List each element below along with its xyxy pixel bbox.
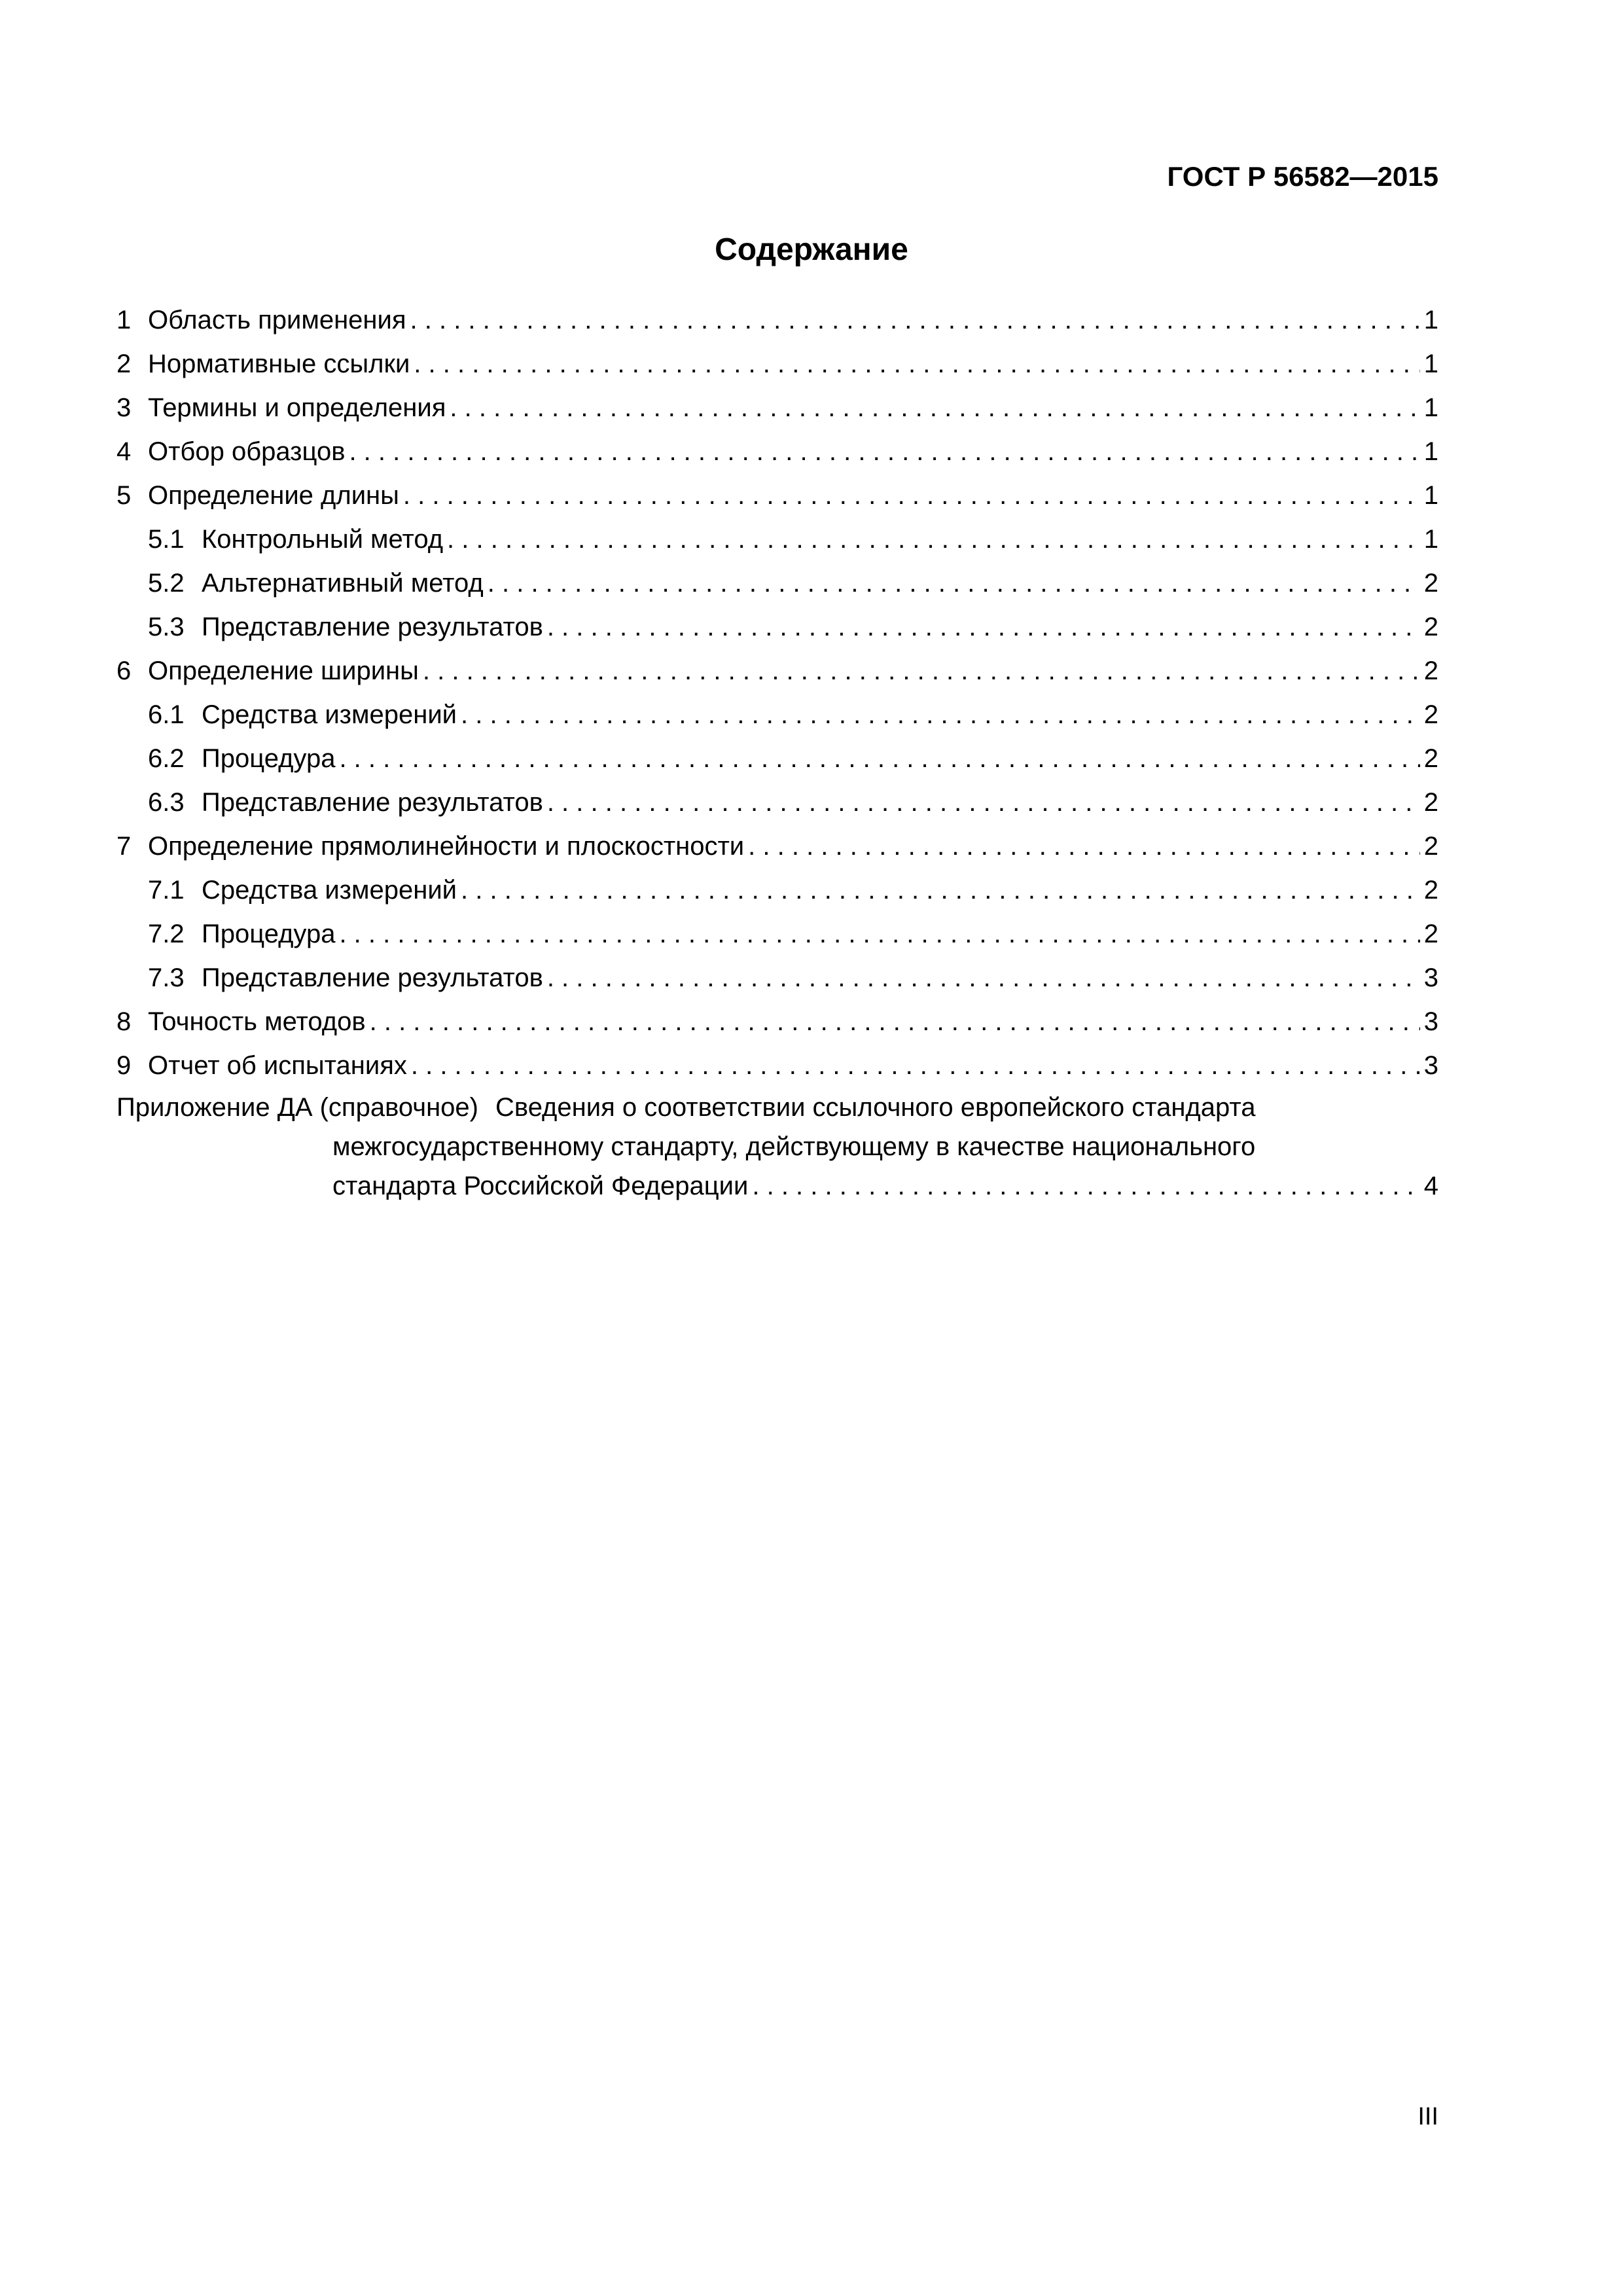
dot-leader — [547, 605, 1420, 649]
dot-leader — [461, 869, 1420, 912]
toc-label: Область применения — [148, 306, 406, 334]
toc-entry-1[interactable] — [116, 298, 1438, 342]
toc-page: 3 — [1423, 963, 1438, 992]
toc-page: 2 — [1423, 613, 1438, 641]
toc-number: 4 — [116, 437, 132, 466]
dot-leader — [447, 518, 1420, 562]
toc-entry-9[interactable] — [116, 1044, 1438, 1088]
toc-page: 3 — [1423, 1051, 1438, 1080]
toc-page: 1 — [1423, 393, 1438, 422]
toc-page: 2 — [1423, 744, 1438, 773]
toc-page: 1 — [1423, 481, 1438, 510]
toc-entry-5-3[interactable] — [116, 605, 1438, 649]
toc-page: 2 — [1423, 920, 1438, 948]
toc-number: 6.3 — [148, 788, 185, 817]
toc-number: 6 — [116, 656, 132, 685]
toc-number: 6.2 — [148, 744, 185, 773]
toc-entry-7[interactable] — [116, 825, 1438, 869]
toc-page: 3 — [1423, 1007, 1438, 1036]
dot-leader — [547, 781, 1420, 825]
toc-label: Точность методов — [148, 1007, 366, 1036]
toc-entry-2[interactable] — [116, 342, 1438, 386]
toc-number: 5.3 — [148, 613, 185, 641]
toc-label: Альтернативный метод — [202, 569, 484, 598]
dot-leader — [748, 825, 1420, 869]
page-title: Содержание — [715, 232, 908, 267]
dot-leader — [411, 1044, 1420, 1088]
document-code: ГОСТ Р 56582—2015 — [1167, 161, 1438, 192]
toc-page: 1 — [1423, 525, 1438, 554]
toc-number: 2 — [116, 350, 132, 378]
toc-number: 3 — [116, 393, 132, 422]
toc-page: 1 — [1423, 306, 1438, 334]
toc-label: Отбор образцов — [148, 437, 346, 466]
toc-label: Нормативные ссылки — [148, 350, 410, 378]
toc-label: Представление результатов — [202, 613, 543, 641]
dot-leader — [488, 562, 1420, 605]
toc-label: Процедура — [202, 744, 336, 773]
toc-entry-5-1[interactable] — [116, 518, 1438, 562]
appendix-title-line2: межгосударственному стандарту, действующему в качестве национального — [332, 1132, 1256, 1161]
toc-entry-7-2[interactable] — [116, 912, 1438, 956]
toc-page: 2 — [1423, 700, 1438, 729]
toc-entry-appendix[interactable] — [116, 1088, 1438, 1206]
toc-page: 2 — [1423, 788, 1438, 817]
toc-label: Определение прямолинейности и плоскостности — [148, 832, 745, 861]
toc-page: 2 — [1423, 876, 1438, 905]
dot-leader — [450, 386, 1419, 430]
toc-entry-6[interactable] — [116, 649, 1438, 693]
dot-leader — [547, 956, 1420, 1000]
toc-entry-6-1[interactable] — [116, 693, 1438, 737]
toc-entry-8[interactable] — [116, 1000, 1438, 1044]
table-of-contents — [116, 298, 1438, 1206]
dot-leader — [339, 737, 1419, 781]
toc-number: 1 — [116, 306, 132, 334]
appendix-prefix: Приложение ДА (справочное) — [116, 1093, 478, 1122]
toc-number: 7.1 — [148, 876, 185, 905]
appendix-title-line1: Сведения о соответствии ссылочного европейского стандарта — [495, 1093, 1256, 1122]
toc-entry-6-2[interactable] — [116, 737, 1438, 781]
toc-number: 5.2 — [148, 569, 185, 598]
dot-leader — [423, 649, 1420, 693]
toc-number: 7 — [116, 832, 132, 861]
toc-entry-4[interactable] — [116, 430, 1438, 474]
toc-page: 1 — [1423, 350, 1438, 378]
toc-label: Процедура — [202, 920, 336, 948]
dot-leader — [370, 1000, 1420, 1044]
toc-entry-5[interactable] — [116, 474, 1438, 518]
toc-number: 6.1 — [148, 700, 185, 729]
toc-entry-6-3[interactable] — [116, 781, 1438, 825]
toc-entry-5-2[interactable] — [116, 562, 1438, 605]
toc-page: 2 — [1423, 656, 1438, 685]
toc-label: Средства измерений — [202, 876, 457, 905]
toc-page: 2 — [1423, 569, 1438, 598]
toc-label: Представление результатов — [202, 788, 543, 817]
toc-number: 7.2 — [148, 920, 185, 948]
dot-leader — [461, 693, 1420, 737]
toc-label: Средства измерений — [202, 700, 457, 729]
toc-entry-7-1[interactable] — [116, 869, 1438, 912]
toc-page: 4 — [1423, 1172, 1438, 1200]
toc-number: 7.3 — [148, 963, 185, 992]
toc-page: 2 — [1423, 832, 1438, 861]
toc-number: 5 — [116, 481, 132, 510]
dot-leader — [752, 1166, 1419, 1206]
toc-label: Отчет об испытаниях — [148, 1051, 407, 1080]
toc-entry-7-3[interactable] — [116, 956, 1438, 1000]
toc-label: Определение ширины — [148, 656, 419, 685]
toc-label: Контрольный метод — [202, 525, 444, 554]
toc-number: 5.1 — [148, 525, 185, 554]
toc-label: Представление результатов — [202, 963, 543, 992]
dot-leader — [339, 912, 1419, 956]
dot-leader — [410, 298, 1420, 342]
toc-label: Термины и определения — [148, 393, 446, 422]
toc-entry-3[interactable] — [116, 386, 1438, 430]
appendix-title-line3: стандарта Российской Федерации — [332, 1172, 749, 1200]
page-number: III — [1418, 2103, 1438, 2130]
dot-leader — [414, 342, 1419, 386]
toc-number: 8 — [116, 1007, 132, 1036]
dot-leader — [349, 430, 1419, 474]
toc-label: Определение длины — [148, 481, 399, 510]
toc-number: 9 — [116, 1051, 132, 1080]
dot-leader — [403, 474, 1420, 518]
toc-page: 1 — [1423, 437, 1438, 466]
